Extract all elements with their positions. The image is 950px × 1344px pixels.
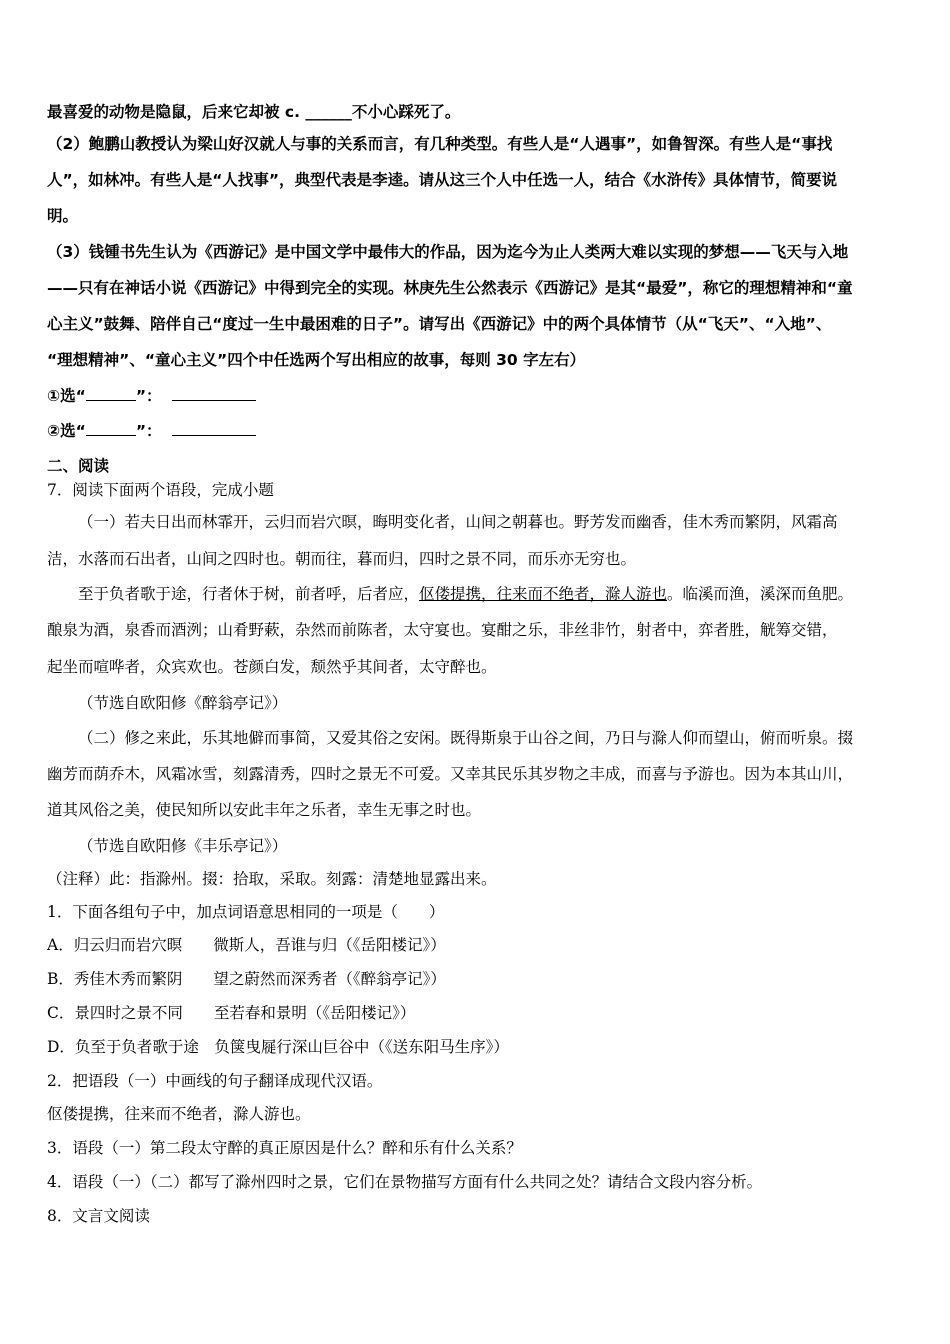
option-a[interactable]: A．归云归而岩穴暝 微斯人，吾谁与归（《岳阳楼记》） (47, 936, 446, 954)
q6-sub3-line1: （3）钱锺书先生认为《西游记》是中国文学中最伟大的作品，因为迄今为止人类两大难以实现的梦想——飞天与入地 (47, 243, 849, 261)
option-1-colon: ”： (135, 387, 162, 405)
q6-sub2-line3: 明。 (47, 207, 79, 225)
passage1-para2-line3: 起坐而喧哗者，众宾欢也。苍颜白发，颓然乎其间者，太守醉也。 (47, 658, 497, 676)
passage1-para2-line1 (78, 583, 853, 605)
passage2-line3: 道其风俗之美，使民知所以安此丰年之乐者，幸生无事之时也。 (47, 801, 482, 819)
passage1-source: （节选自欧阳修《醉翁亭记》） (78, 694, 288, 712)
option-d[interactable]: D．负至于负者歌于途 负箧曳屣行深山巨谷中（《送东阳马生序》） (47, 1038, 509, 1056)
option-2-topic-blank[interactable] (86, 421, 136, 436)
underlined-sentence: 伛偻提携，往来而不绝者，滁人游也 (419, 585, 668, 603)
passage1-line1: （一）若夫日出而林霏开，云归而岩穴暝，晦明变化者，山间之朝暮也。野芳发而幽香，佳木秀而繁阴，风霜高 (78, 513, 838, 531)
passage1-line2: 洁，水落而石出者，山间之四时也。朝而往，暮而归，四时之景不同，而乐亦无穷也。 (47, 550, 637, 568)
annotation-note: （注释）此：指滁州。掇：拾取，采取。刻露：清楚地显露出来。 (47, 870, 497, 888)
passage2-source: （节选自欧阳修《丰乐亭记》） (78, 837, 288, 855)
option-b[interactable]: B．秀佳木秀而繁阴 望之蔚然而深秀者（《醉翁亭记》） (47, 970, 446, 988)
option-1-topic-blank[interactable] (86, 386, 136, 401)
sub-question-3: 3．语段（一）第二段太守醉的真正原因是什么？醉和乐有什么关系？ (47, 1139, 522, 1157)
option-2-colon: ”： (135, 422, 162, 440)
option-1-label: ①选“ (47, 387, 86, 405)
q6-sub3-line4: “理想精神”、“童心主义”四个中任选两个写出相应的故事，每则 30 字左右） (47, 351, 586, 369)
q6-sub3-line2: ——只有在神话小说《西游记》中得到完全的实现。林庚先生公然表示《西游记》是其“最爱”，称它的理想精神和“童 (47, 279, 853, 297)
q6-sub2-line2: 人”，如林冲。有些人是“人找事”，典型代表是李逵。请从这三个人中任选一人，结合《水浒传》具体情节，简要说 (47, 171, 838, 189)
q7-title: 7．阅读下面两个语段，完成小题 (47, 481, 274, 499)
sub-question-2: 2．把语段（一）中画线的句子翻译成现代汉语。 (47, 1072, 383, 1090)
option-2-answer-blank[interactable] (172, 421, 256, 436)
passage2-line2: 幽芳而荫乔木，风霜冰雪，刻露清秀，四时之景无不可爱。又幸其民乐其岁物之丰成，而喜与予游也。因为本其山川， (47, 765, 854, 783)
q6-sub3-line3: 心主义”鼓舞、陪伴自己“度过一生中最困难的日子”。请写出《西游记》中的两个具体情节（从“飞天”、“入地”、 (47, 315, 832, 333)
sub-question-4: 4．语段（一）（二）都写了滁州四时之景，它们在景物描写方面有什么共同之处？请结合文段内容分析。 (47, 1173, 763, 1191)
option-c[interactable]: C．景四时之景不同 至若春和景明（《岳阳楼记》） (47, 1004, 416, 1022)
passage-text: 。临溪而渔，溪深而鱼肥。 (667, 585, 854, 603)
q8-title: 8．文言文阅读 (47, 1207, 150, 1225)
passage2-line1: （二）修之来此，乐其地僻而事简，又爱其俗之安闲。既得斯泉于山谷之间，乃日与滁人仰而望山，俯而听泉。掇 (78, 729, 854, 747)
sub-question-2-sentence: 伛偻提携，往来而不绝者，滁人游也。 (47, 1105, 311, 1123)
section-heading-reading: 二、阅读 (47, 457, 110, 475)
passage-text: 至于负者歌于途，行者休于树，前者呼，后者应， (78, 585, 420, 603)
option-2-label: ②选“ (47, 422, 86, 440)
q6-sub2-line1: （2）鲍鹏山教授认为梁山好汉就人与事的关系而言，有几种类型。有些人是“人遇事”，如鲁智深。有些人是“事找 (47, 135, 833, 153)
option-2-line (47, 420, 256, 442)
passage1-para2-line2: 酿泉为酒，泉香而酒洌；山肴野蔌，杂然而前陈者，太守宴也。宴酣之乐，非丝非竹，射者中，弈者胜，觥筹交错， (47, 621, 838, 639)
q6-sub1-tail: 最喜爱的动物是隐鼠，后来它却被 c. ______不小心踩死了。 (47, 103, 461, 121)
option-1-line (47, 385, 256, 407)
sub-question-1: 1．下面各组句子中，加点词语意思相同的一项是（ ） (47, 903, 445, 921)
option-1-answer-blank[interactable] (172, 386, 256, 401)
